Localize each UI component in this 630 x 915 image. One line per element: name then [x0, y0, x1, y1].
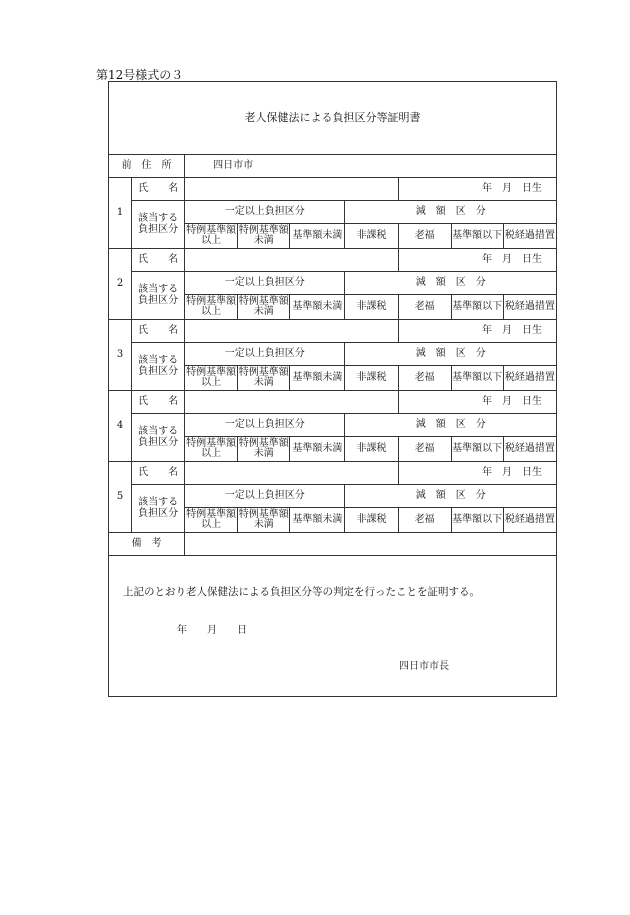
special-above-line1: 特例基準額	[186, 508, 237, 520]
special-above-line1: 特例基準額	[186, 295, 237, 307]
name-label: 氏 名	[132, 178, 185, 201]
special-above-line1: 特例基準額	[186, 224, 237, 236]
person-name-row	[109, 462, 557, 485]
special-below-line2: 未満	[253, 519, 274, 530]
person-name-row	[109, 249, 557, 272]
category-label	[132, 201, 185, 249]
name-value	[185, 249, 398, 272]
remarks-label: 備 考	[109, 533, 185, 556]
elderly-welfare-cell: 老福	[398, 295, 451, 320]
special-above-line1: 特例基準額	[186, 366, 237, 378]
name-label: 氏 名	[132, 462, 185, 485]
special-above-line2: 以上	[201, 519, 222, 530]
base-or-less-cell: 基準額以下	[451, 366, 503, 391]
special-below-line1: 特例基準額	[238, 437, 289, 449]
fixed-burden-header: 一定以上負担区分	[185, 201, 345, 224]
fixed-burden-header: 一定以上負担区分	[185, 414, 345, 437]
birth-date: 年 月 日生	[398, 391, 556, 414]
burden-table	[108, 154, 557, 556]
special-above-cell	[185, 437, 238, 462]
reduction-header: 減 額 区 分	[345, 485, 557, 508]
category-label-line2: 負担区分	[138, 223, 179, 235]
category-label-line2: 負担区分	[138, 507, 179, 519]
base-below-cell: 基準額未満	[290, 508, 345, 533]
base-below-cell: 基準額未満	[290, 224, 345, 249]
elderly-welfare-cell: 老福	[398, 437, 451, 462]
mayor-name: 四日市市長	[399, 661, 449, 672]
birth-date: 年 月 日生	[398, 462, 556, 485]
form-number: 第12号様式の３	[96, 68, 184, 82]
special-above-line2: 以上	[201, 377, 222, 388]
name-label: 氏 名	[132, 249, 185, 272]
fixed-burden-header: 一定以上負担区分	[185, 343, 345, 366]
special-below-cell	[238, 508, 290, 533]
category-label	[132, 272, 185, 320]
birth-date: 年 月 日生	[398, 249, 556, 272]
person-name-row	[109, 391, 557, 414]
category-label	[132, 343, 185, 391]
elderly-welfare-cell: 老福	[398, 508, 451, 533]
category-label-line1: 該当する	[138, 355, 179, 366]
special-above-line1: 特例基準額	[186, 437, 237, 449]
special-below-line1: 特例基準額	[238, 366, 289, 378]
special-below-line2: 未満	[253, 235, 274, 246]
special-below-line1: 特例基準額	[238, 508, 289, 520]
name-value	[185, 178, 398, 201]
tax-transition-cell: 税経過措置	[503, 295, 556, 320]
tax-exempt-cell: 非課税	[345, 366, 398, 391]
tax-transition-cell: 税経過措置	[503, 437, 556, 462]
birth-date: 年 月 日生	[398, 178, 556, 201]
tax-exempt-cell: 非課税	[345, 437, 398, 462]
special-above-cell	[185, 295, 238, 320]
special-below-cell	[238, 224, 290, 249]
category-label-line1: 該当する	[138, 426, 179, 437]
fixed-burden-header: 一定以上負担区分	[185, 485, 345, 508]
date-line: 年 月 日	[177, 625, 247, 636]
birth-date: 年 月 日生	[398, 320, 556, 343]
special-above-line2: 以上	[201, 235, 222, 246]
address-value: 四日市市	[185, 155, 557, 178]
category-header-row	[109, 201, 557, 224]
reduction-header: 減 額 区 分	[345, 272, 557, 295]
special-below-line1: 特例基準額	[238, 295, 289, 307]
special-above-line2: 以上	[201, 448, 222, 459]
base-below-cell: 基準額未満	[290, 366, 345, 391]
name-value	[185, 320, 398, 343]
category-label	[132, 414, 185, 462]
tax-transition-cell: 税経過措置	[503, 366, 556, 391]
special-above-line2: 以上	[201, 306, 222, 317]
tax-transition-cell: 税経過措置	[503, 508, 556, 533]
tax-transition-cell: 税経過措置	[503, 224, 556, 249]
category-label-line1: 該当する	[138, 284, 179, 295]
special-above-cell	[185, 508, 238, 533]
tax-exempt-cell: 非課税	[345, 508, 398, 533]
special-below-line2: 未満	[253, 306, 274, 317]
tax-exempt-cell: 非課税	[345, 295, 398, 320]
certificate-sheet	[108, 81, 557, 697]
special-below-line2: 未満	[253, 448, 274, 459]
reduction-header: 減 額 区 分	[345, 201, 557, 224]
name-value	[185, 391, 398, 414]
base-or-less-cell: 基準額以下	[451, 295, 503, 320]
special-below-line1: 特例基準額	[238, 224, 289, 236]
reduction-header: 減 額 区 分	[345, 414, 557, 437]
name-label: 氏 名	[132, 391, 185, 414]
base-below-cell: 基準額未満	[290, 437, 345, 462]
person-number: 3	[109, 320, 132, 391]
special-above-cell	[185, 224, 238, 249]
special-above-cell	[185, 366, 238, 391]
person-number: 4	[109, 391, 132, 462]
category-label	[132, 485, 185, 533]
category-header-row	[109, 414, 557, 437]
person-number: 2	[109, 249, 132, 320]
special-below-cell	[238, 366, 290, 391]
person-number: 1	[109, 178, 132, 249]
category-label-line2: 負担区分	[138, 436, 179, 448]
category-header-row	[109, 272, 557, 295]
person-name-row	[109, 178, 557, 201]
base-or-less-cell: 基準額以下	[451, 508, 503, 533]
fixed-burden-header: 一定以上負担区分	[185, 272, 345, 295]
special-below-line2: 未満	[253, 377, 274, 388]
special-below-cell	[238, 295, 290, 320]
reduction-header: 減 額 区 分	[345, 343, 557, 366]
category-header-row	[109, 485, 557, 508]
name-label: 氏 名	[132, 320, 185, 343]
category-label-line2: 負担区分	[138, 365, 179, 377]
remarks-row	[109, 533, 557, 556]
elderly-welfare-cell: 老福	[398, 366, 451, 391]
address-label: 前 住 所	[109, 155, 185, 178]
base-or-less-cell: 基準額以下	[451, 437, 503, 462]
person-number: 5	[109, 462, 132, 533]
person-name-row	[109, 320, 557, 343]
base-below-cell: 基準額未満	[290, 295, 345, 320]
document-title: 老人保健法による負担区分等証明書	[109, 82, 556, 155]
special-below-cell	[238, 437, 290, 462]
name-value	[185, 462, 398, 485]
statement-text: 上記のとおり老人保健法による負担区分等の判定を行ったことを証明する。	[123, 586, 480, 598]
base-or-less-cell: 基準額以下	[451, 224, 503, 249]
tax-exempt-cell: 非課税	[345, 224, 398, 249]
elderly-welfare-cell: 老福	[398, 224, 451, 249]
category-label-line1: 該当する	[138, 497, 179, 508]
remarks-value	[185, 533, 557, 556]
category-label-line2: 負担区分	[138, 294, 179, 306]
category-label-line1: 該当する	[138, 213, 179, 224]
category-header-row	[109, 343, 557, 366]
